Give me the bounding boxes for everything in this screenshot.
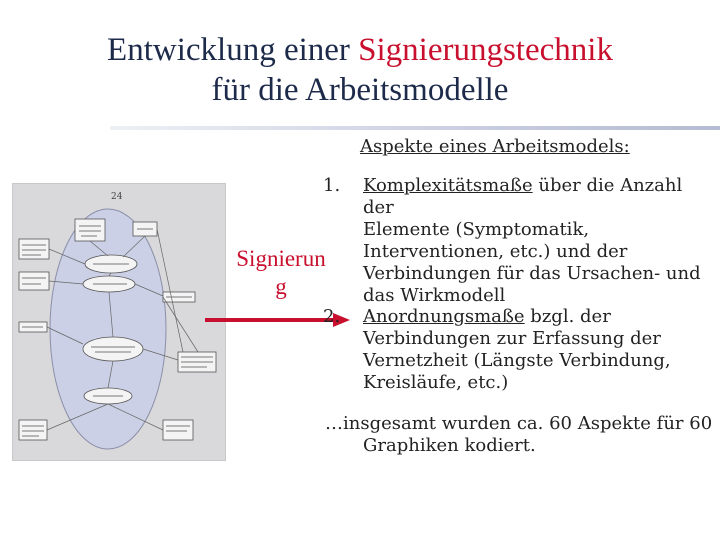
title-highlight: Signierungstechnik bbox=[358, 32, 613, 68]
item-1-number: 1. bbox=[323, 175, 341, 196]
summary-line1: …insgesamt wurden ca. 60 Aspekte für 60 bbox=[325, 413, 713, 434]
summary-line2: Graphiken kodiert. bbox=[363, 435, 536, 456]
figure-page-number: 24 bbox=[111, 192, 123, 202]
item-1-rest: über die Anzahl der bbox=[363, 175, 683, 218]
item-2-line: Verbindungen zur Erfassung der bbox=[363, 328, 661, 349]
item-1-line: Verbindungen für das Ursachen- und bbox=[363, 263, 701, 284]
item-2-line: Vernetzheit (Längste Verbindung, bbox=[363, 350, 671, 371]
scanned-work-model-figure bbox=[12, 183, 226, 461]
item-2-number: 2. bbox=[323, 306, 341, 327]
item-2-rest: bzgl. der bbox=[524, 306, 611, 327]
signierung-line1: Signierun bbox=[236, 246, 326, 271]
signierung-line2: g bbox=[275, 274, 287, 299]
title-part1: Entwicklung einer bbox=[107, 32, 359, 68]
item-2-term: Anordnungsmaße bbox=[363, 306, 525, 327]
title-divider bbox=[110, 126, 720, 130]
title-line2: für die Arbeitsmodelle bbox=[211, 72, 509, 108]
item-1-line: Interventionen, etc.) und der bbox=[363, 241, 628, 262]
aspects-heading: Aspekte eines Arbeitsmodels: bbox=[360, 136, 630, 157]
slide-title bbox=[0, 30, 720, 110]
item-1-line: das Wirkmodell bbox=[363, 285, 506, 306]
item-1-line: Elemente (Symptomatik, bbox=[363, 219, 590, 240]
item-1-term: Komplexitätsmaße bbox=[363, 175, 533, 196]
work-model-diagram-image bbox=[13, 184, 227, 462]
signierung-label bbox=[222, 245, 340, 301]
item-2-line: Kreisläufe, etc.) bbox=[363, 372, 509, 393]
item-2-text bbox=[363, 306, 715, 394]
summary-text bbox=[325, 413, 715, 457]
item-1-text bbox=[363, 175, 715, 307]
